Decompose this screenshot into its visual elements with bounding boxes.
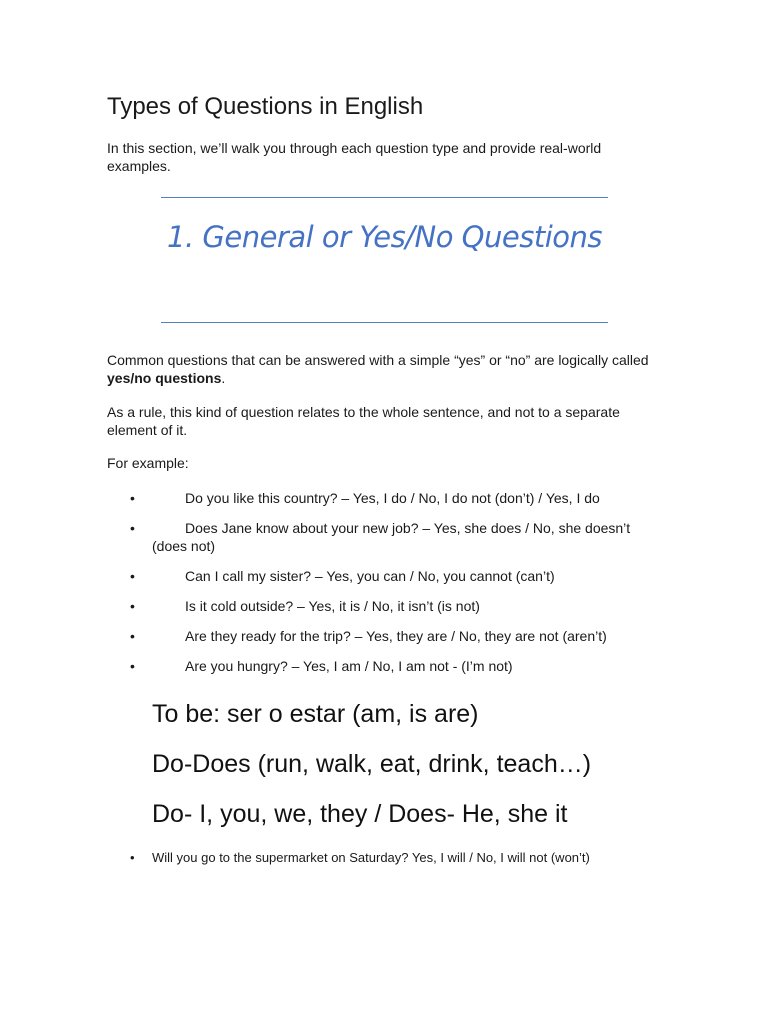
- section-heading: 1. General or Yes/No Questions: [167, 220, 602, 254]
- example-list: [107, 489, 667, 687]
- for-example-label: For example:: [107, 455, 189, 471]
- example-text: Do you like this country? – Yes, I do / No, I do not (don’t) / Yes, I do: [185, 490, 600, 506]
- definition-text: Common questions that can be answered with a simple “yes” or “no” are logically called: [107, 352, 649, 368]
- example-text: Does Jane know about your new job? – Yes, she does / No, she doesn’t (does not): [152, 520, 631, 554]
- example-item: [107, 657, 667, 675]
- definition-term: yes/no questions: [107, 370, 222, 386]
- bullet-icon: •: [130, 490, 135, 506]
- document-title: Types of Questions in English: [107, 93, 424, 120]
- example-item: [107, 567, 667, 585]
- example-item: [107, 597, 667, 615]
- note-do-does-verbs: Do-Does (run, walk, eat, drink, teach…): [152, 750, 592, 778]
- bullet-icon: •: [130, 568, 135, 584]
- example-item: [107, 627, 667, 645]
- intro-paragraph: In this section, we’ll walk you through each question type and provide real-world examples.: [107, 140, 602, 174]
- definition-paragraph: [107, 351, 667, 387]
- final-example-text: Will you go to the supermarket on Saturday? Yes, I will / No, I will not (won’t): [152, 850, 590, 865]
- example-text: Are they ready for the trip? – Yes, they are / No, they are not (aren’t): [185, 628, 607, 644]
- example-item: [107, 489, 667, 507]
- note-do-does-pronouns: Do- I, you, we, they / Does- He, she it: [152, 800, 568, 828]
- bullet-icon: •: [130, 598, 135, 614]
- bullet-icon: •: [130, 850, 135, 865]
- bullet-icon: •: [130, 658, 135, 674]
- example-text: Are you hungry? – Yes, I am / No, I am not - (I’m not): [185, 658, 513, 674]
- note-to-be: To be: ser o estar (am, is are): [152, 700, 479, 728]
- heading-bottom-rule: [161, 322, 608, 323]
- final-example-item: [107, 849, 707, 867]
- example-text: Can I call my sister? – Yes, you can / No, you cannot (can’t): [185, 568, 555, 584]
- example-item: [107, 519, 667, 555]
- definition-end: .: [221, 370, 226, 386]
- bullet-icon: •: [130, 520, 135, 536]
- example-text: Is it cold outside? – Yes, it is / No, it isn’t (is not): [185, 598, 480, 614]
- bullet-icon: •: [130, 628, 135, 644]
- rule-paragraph: As a rule, this kind of question relates to the whole sentence, and not to a separate element of it.: [107, 404, 620, 438]
- final-example-list: [107, 849, 707, 867]
- heading-top-rule: [161, 197, 608, 198]
